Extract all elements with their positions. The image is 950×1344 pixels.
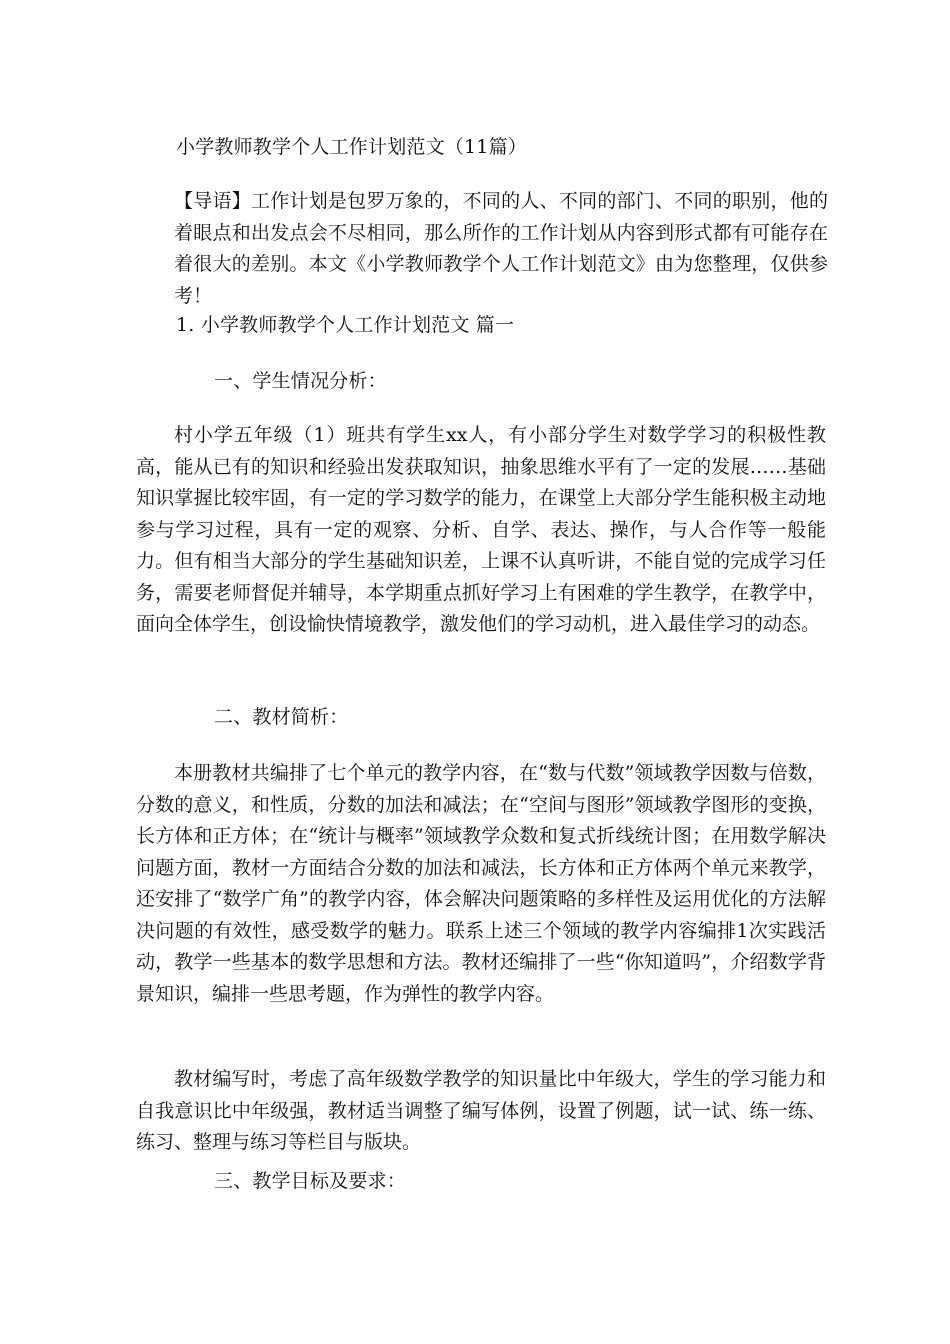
part-2-paragraph-1: 本册教材共编排了七个单元的教学内容，在“数与代数”领域教学因数与倍数，分数的意义，和性质，分数的加法和减法；在“空间与图形”领域教学图形的变换，长方体和正方体；在“统计与概率”领域教学众数和复式折线统计图；在用数学解决问题方面，教材一方面结合分数的加法和减法，长方体和正方体两个单元来教学，还安排了“数学广角”的教学内容，体会解决问题策略的多样性及运用优化的方法解决问题的有效性，感受数学的魅力。联系上述三个领域的教学内容编排1次实践活动，教学一些基本的数学思想和方法。教材还编排了一些“你知道吗”，介绍数学背景知识，编排一些思考题，作为弹性的教学内容。 <box>136 762 826 1005</box>
section-1-heading: 1. 小学教师教学个人工作计划范文 篇一 <box>176 314 515 336</box>
part-2-paragraph-2: 教材编写时，考虑了高年级数学教学的知识量比中年级大，学生的学习能力和自我意识比中年级强，教材适当调整了编写体例，设置了例题，试一试、练一练、练习、整理与练习等栏目与版块。 <box>136 1068 826 1153</box>
part-2-heading: 二、教材简析： <box>214 706 349 728</box>
document-title: 小学教师教学个人工作计划范文（11篇） <box>176 136 527 158</box>
intro-paragraph <box>136 186 828 312</box>
part-1-heading: 一、学生情况分析： <box>214 370 387 392</box>
part-1-paragraph: 村小学五年级（1）班共有学生xx人，有小部分学生对数学学习的积极性教高，能从已有的知识和经验出发获取知识，抽象思维水平有了一定的发展……基础知识掌握比较牢固，有一定的学习数学的能力，在课堂上大部分学生能积极主动地参与学习过程，具有一定的观察、分析、自学、表达、操作，与人合作等一般能力。但有相当大部分的学生基础知识差，上课不认真听讲，不能自觉的完成学习任务，需要老师督促并辅导，本学期重点抓好学习上有困难的学生教学，在教学中，面向全体学生，创设愉快情境教学，激发他们的学习动机，进入最佳学习的动态。 <box>136 424 826 635</box>
intro-text: 【导语】工作计划是包罗万象的，不同的人、不同的部门、不同的职别，他的着眼点和出发点会不尽相同，那么所作的工作计划从内容到形式都有可能存在着很大的差别。本文《小学教师教学个人工作计划范文》由为您整理，仅供参考！ <box>174 190 828 307</box>
part-3-heading: 三、教学目标及要求： <box>214 1170 407 1192</box>
